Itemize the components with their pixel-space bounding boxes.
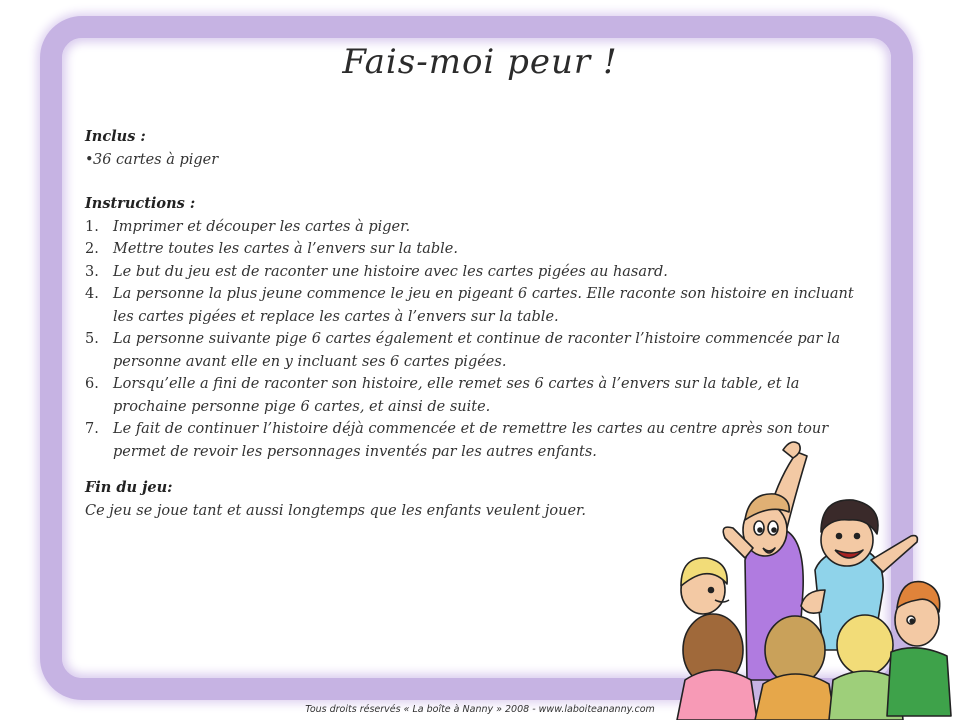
instruction-step: 2. Mettre toutes les cartes à l’envers sur la table. [85, 241, 458, 257]
instruction-step: 7. Le fait de continuer l’histoire déjà commencée et de remettre les cartes au centre après son tour permet de revoir les personnages inventés par les autres enfants. [85, 421, 829, 460]
bullet-icon: • [85, 151, 94, 168]
included-item: • 36 cartes à piger [85, 149, 860, 172]
children-illustration [655, 440, 955, 720]
instruction-step: 4. La personne la plus jeune commence le jeu en pigeant 6 cartes. Elle raconte son histoire en incluant les cartes pigées et replace les cartes à l’envers sur la table. [85, 286, 854, 325]
page-title: Fais-moi peur ! [342, 42, 618, 82]
instructions-list [85, 216, 860, 464]
instruction-step: 3. Le but du jeu est de raconter une histoire avec les cartes pigées au hasard. [85, 263, 668, 280]
instruction-step: 5. La personne suivante pige 6 cartes également et continue de raconter l’histoire commencée par la personne avant elle en y incluant ses 6 cartes pigées. [85, 331, 841, 370]
instruction-step: 6. Lorsqu’elle a fini de raconter son histoire, elle remet ses 6 cartes à l’envers sur la table, et la prochaine personne pige 6 cartes, et ainsi de suite. [85, 376, 800, 415]
end-text: Ce jeu se joue tant et aussi longtemps que les enfants veulent jouer. [85, 502, 586, 519]
instruction-step: 1. Imprimer et découper les cartes à piger. [85, 218, 411, 235]
footer-copyright: Tous droits réservés « La boîte à Nanny » 2008 - www.laboiteananny.com [305, 704, 655, 715]
instructions-heading: Instructions : [85, 195, 196, 212]
included-heading: Inclus : [85, 128, 146, 145]
end-heading: Fin du jeu: [85, 479, 173, 496]
